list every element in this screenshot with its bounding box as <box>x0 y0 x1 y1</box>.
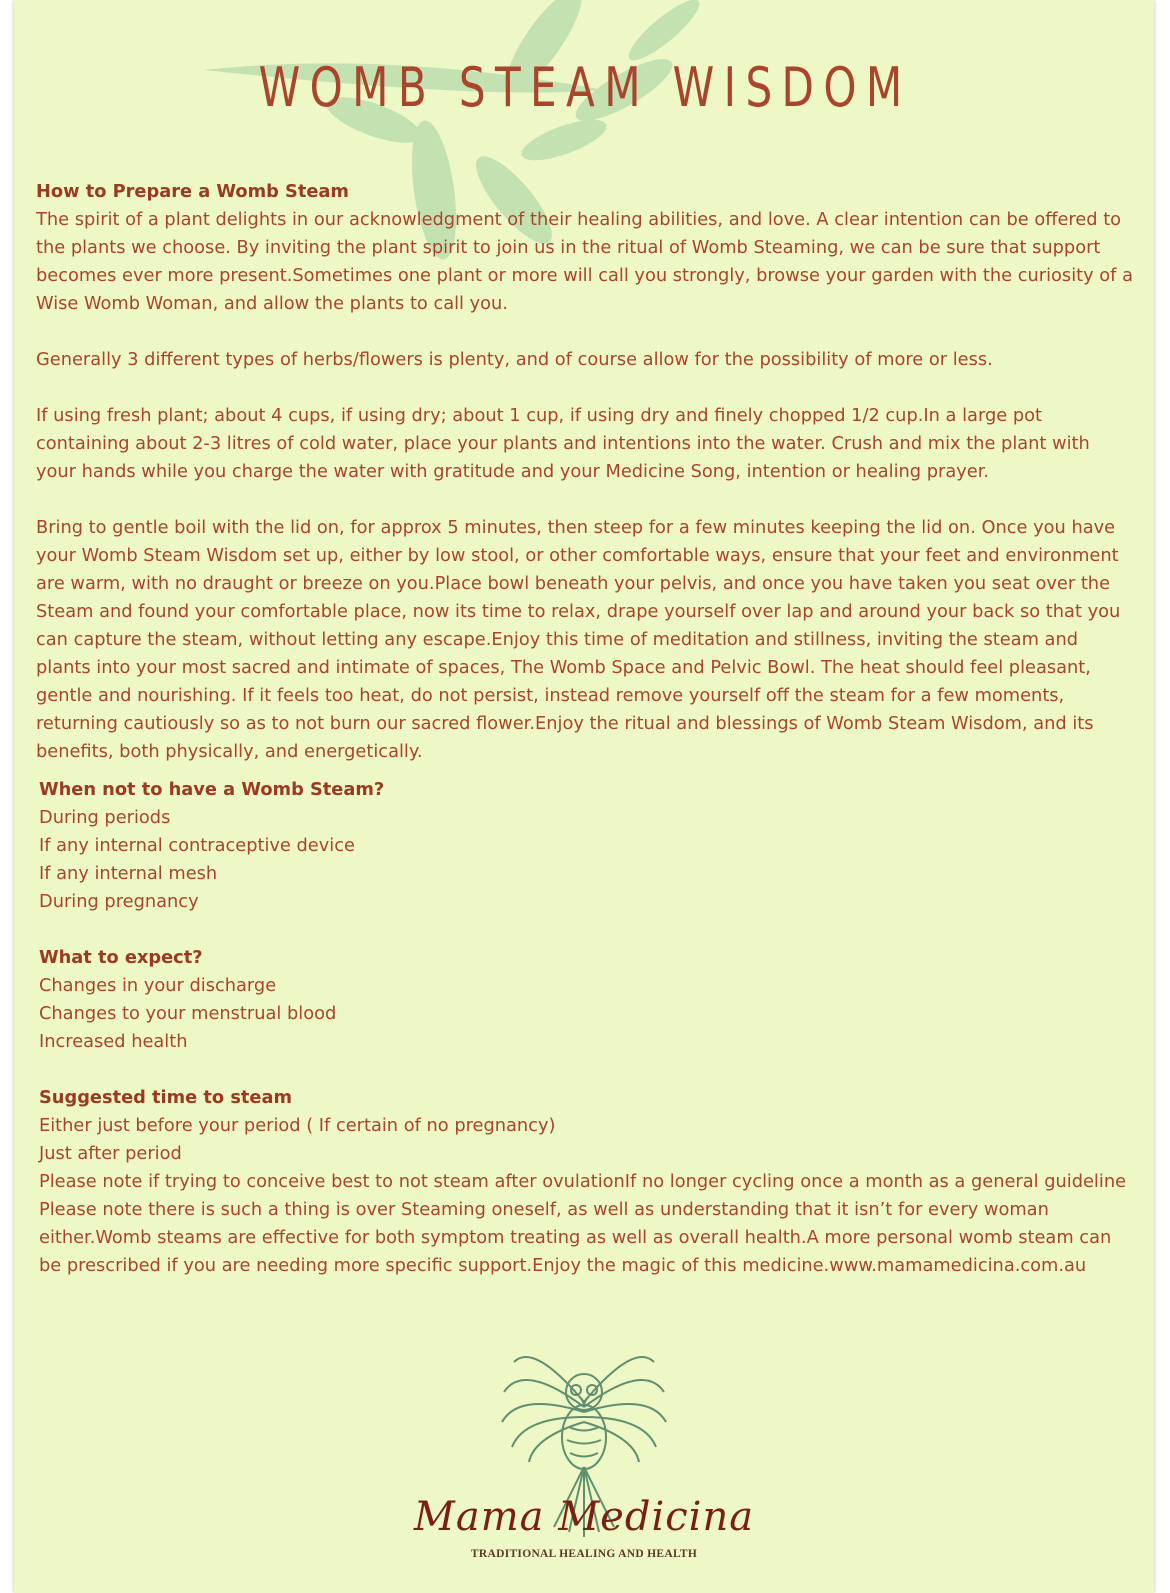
paragraph: Generally 3 different types of herbs/flowers is plenty, and of course allow for the possibility of more or less. <box>36 349 993 370</box>
section-heading-expect: What to expect? <box>39 947 203 968</box>
section-heading-prepare: How to Prepare a Womb Steam <box>36 181 349 202</box>
paragraph: The spirit of a plant delights in our acknowledgment of their healing abilities, and love. A clear intention can be offered to the plants we choose. By inviting the plant spirit to join us in the ritual of Womb Steaming, we can be sure that support becomes ever more present.Sometimes one plant or more will call you strongly, browse your garden with the curiosity of a Wise Womb Woman, and allow the plants to call you. <box>36 209 1133 314</box>
list-item: Please note there is such a thing is over Steaming oneself, as well as understanding that it isn’t for every woman either.Womb steams are effective for both symptom treating as well as overall health.A more personal womb steam can be prescribed if you are needing more specific support.Enjoy the magic of this medicine.www.mamamedicina.com.au <box>39 1199 1112 1276</box>
list-item: Changes in your discharge <box>39 975 277 996</box>
expect-section <box>39 944 1134 1056</box>
list-item: During pregnancy <box>39 891 199 912</box>
section-heading-suggested: Suggested time to steam <box>39 1087 292 1108</box>
page-title: WOMB STEAM WISDOM <box>258 56 912 119</box>
list-item: Either just before your period ( If certain of no pregnancy) <box>39 1115 556 1136</box>
list-item: Just after period <box>39 1143 182 1164</box>
suggested-section <box>39 1084 1134 1280</box>
list-item: During periods <box>39 807 171 828</box>
list-item: Increased health <box>39 1031 188 1052</box>
brand-logo-text: Mama Medicina <box>413 1494 755 1540</box>
prepare-section <box>36 178 1134 766</box>
section-heading-when-not: When not to have a Womb Steam? <box>39 779 385 800</box>
list-item: If any internal contraceptive device <box>39 835 355 856</box>
list-item: If any internal mesh <box>39 863 218 884</box>
paragraph: If using fresh plant; about 4 cups, if using dry; about 1 cup, if using dry and finely chopped 1/2 cup.In a large pot containing about 2-3 litres of cold water, place your plants and intentions into the water. Crush and mix the plant with your hands while you charge the water with gratitude and your Medicine Song, intention or healing prayer. <box>36 405 1090 482</box>
paragraph: Bring to gentle boil with the lid on, for approx 5 minutes, then steep for a few minutes keeping the lid on. Once you have your Womb Steam Wisdom set up, either by low stool, or other comfortable ways, ensure that your feet and environment are warm, with no draught or breeze on you.Place bowl beneath your pelvis, and once you have taken you seat over the Steam and found your comfortable place, now its time to relax, drape yourself over lap and around your back so that you can capture the steam, without letting any escape.Enjoy this time of meditation and stillness, inviting the steam and plants into your most sacred and intimate of spaces, The Womb Space and Pelvic Bowl. The heat should feel pleasant, gentle and nourishing. If it feels too heat, do not persist, instead remove yourself off the steam for a few moments, returning cautiously so as to not burn our sacred flower.Enjoy the ritual and blessings of Womb Steam Wisdom, and its benefits, both physically, and energetically. <box>36 517 1121 762</box>
list-item: Please note if trying to conceive best to not steam after ovulationIf no longer cycling once a month as a general guideline <box>39 1171 1127 1192</box>
list-item: Changes to your menstrual blood <box>39 1003 337 1024</box>
brand-tagline: TRADITIONAL HEALING AND HEALTH <box>470 1548 698 1560</box>
document-page <box>14 0 1154 1593</box>
when-not-section <box>39 776 1134 916</box>
